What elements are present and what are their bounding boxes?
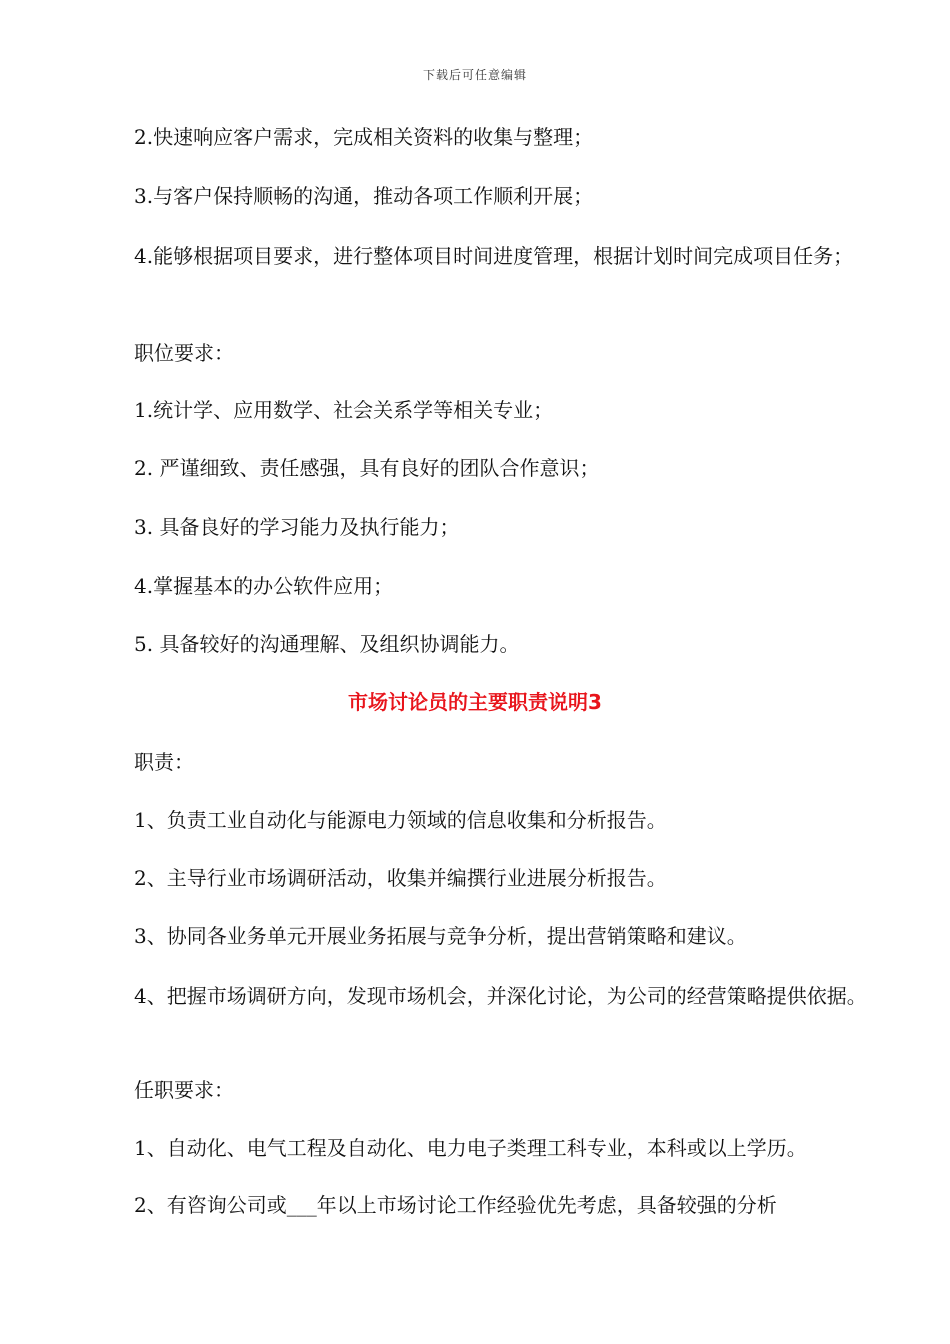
requirements-heading: 职位要求： [134,341,234,365]
job-requirement-1: 1、自动化、电气工程及自动化、电力电子类理工科专业，本科或以上学历。 [134,1136,807,1160]
job-requirement-2: 2、有咨询公司或___年以上市场讨论工作经验优先考虑，具备较强的分析 [134,1193,777,1217]
requirement-item-5: 5. 具备较好的沟通理解、及组织协调能力。 [134,632,520,656]
duty-line-2: 2、主导行业市场调研活动，收集并编撰行业进展分析报告。 [134,866,667,890]
requirement-item-1: 1.统计学、应用数学、社会关系学等相关专业； [134,398,554,422]
requirement-item-4: 4.掌握基本的办公软件应用； [134,574,394,598]
section-title: 市场讨论员的主要职责说明3 [348,690,602,714]
duty-line-3: 3、协同各业务单元开展业务拓展与竞争分析，提出营销策略和建议。 [134,924,747,948]
duty-item-2: 2.快速响应客户需求，完成相关资料的收集与整理； [134,125,594,149]
duty-line-4: 4、把握市场调研方向，发现市场机会，并深化讨论，为公司的经营策略提供依据。 [134,984,867,1008]
requirement-item-3: 3. 具备良好的学习能力及执行能力； [134,515,460,539]
duty-item-4: 4.能够根据项目要求，进行整体项目时间进度管理，根据计划时间完成项目任务； [134,244,854,268]
duty-item-3: 3.与客户保持顺畅的沟通，推动各项工作顺利开展； [134,184,594,208]
page-header: 下载后可任意编辑 [422,68,527,82]
requirement-item-2: 2. 严谨细致、责任感强，具有良好的团队合作意识； [134,456,600,480]
duties-heading: 职责： [134,750,194,774]
job-requirements-heading: 任职要求： [134,1078,234,1102]
duty-line-1: 1、负责工业自动化与能源电力领域的信息收集和分析报告。 [134,808,667,832]
